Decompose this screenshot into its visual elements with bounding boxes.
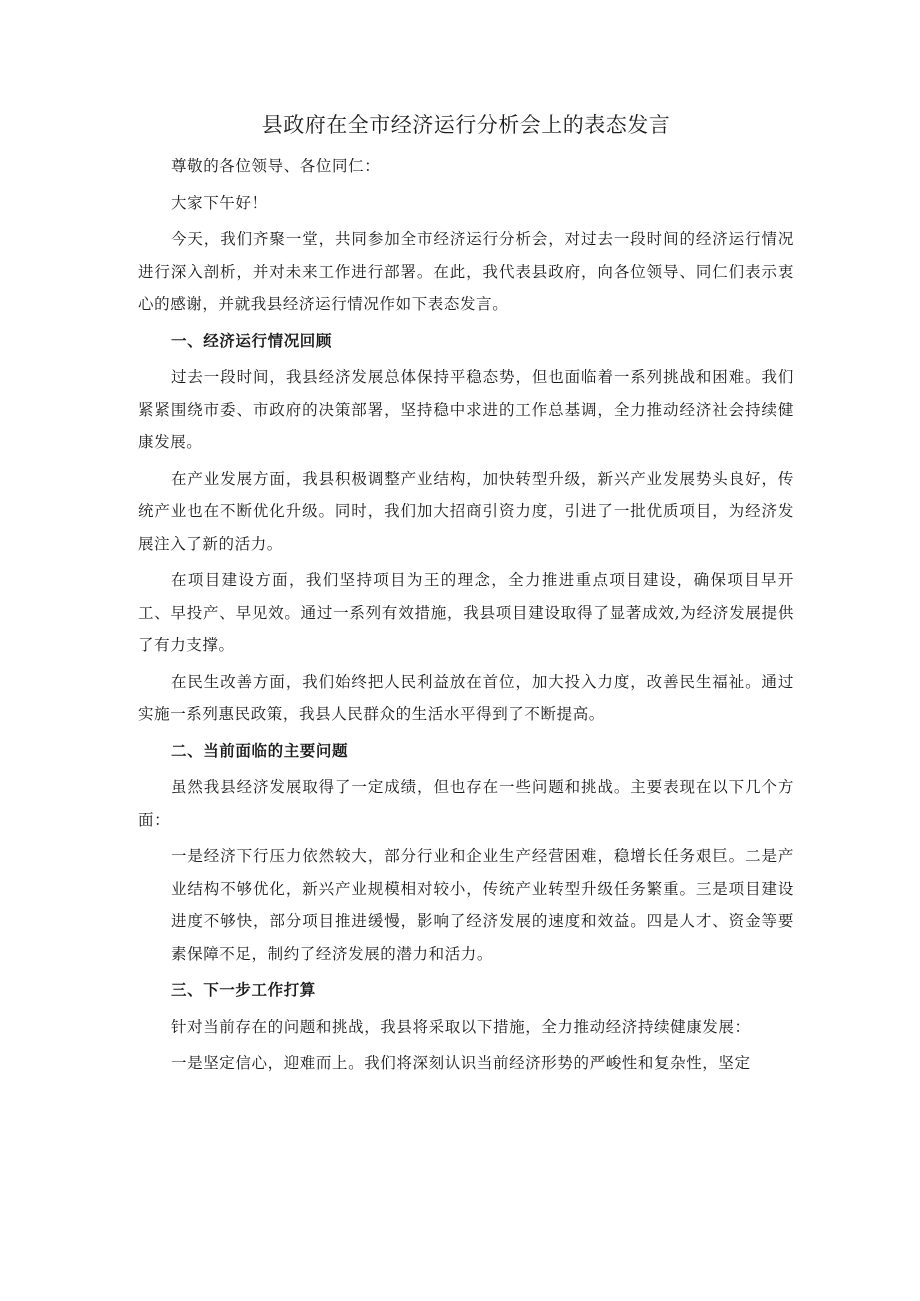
section-2-heading: 二、当前面临的主要问题 — [171, 741, 349, 760]
section-1-paragraph: 在项目建设方面，我们坚持项目为王的理念，全力推进重点项目建设，确保项目早开工、早投产、早见效。通过一系列有效措施，我县项目建设取得了显著成效,为经济发展提供了有力支撑。 — [138, 571, 794, 654]
greeting: 大家下午好！ — [171, 193, 268, 212]
intro-paragraph: 今天，我们齐聚一堂，共同参加全市经济运行分析会，对过去一段时间的经济运行情况进行深入剖析，并对未来工作进行部署。在此，我代表县政府，向各位领导、同仁们表示衷心的感谢，并就我县经济运行情况作如下表态发言。 — [138, 230, 794, 313]
section-1-heading: 一、经济运行情况回顾 — [171, 331, 333, 350]
section-3-heading: 三、下一步工作打算 — [171, 981, 316, 999]
section-3-paragraph: 针对当前存在的问题和挑战，我县将采取以下措施，全力推动经济持续健康发展： — [171, 1017, 751, 1036]
section-2-paragraph: 虽然我县经济发展取得了一定成绩，但也存在一些问题和挑战。主要表现在以下几个方面： — [138, 778, 794, 829]
section-1-paragraph: 过去一段时间，我县经济发展总体保持平稳态势，但也面临着一系列挑战和困难。我们紧紧围绕市委、市政府的决策部署，坚持稳中求进的工作总基调，全力推动经济社会持续健康发展。 — [138, 368, 794, 451]
salutation: 尊敬的各位领导、各位同仁： — [171, 157, 381, 175]
section-1-paragraph: 在民生改善方面，我们始终把人民利益放在首位，加大投入力度，改善民生福祉。通过实施一系列惠民政策，我县人民群众的生活水平得到了不断提高。 — [138, 672, 794, 723]
section-3-paragraph: 一是坚定信心，迎难而上。我们将深刻认识当前经济形势的严峻性和复杂性，坚定 — [171, 1054, 751, 1072]
document-title: 县政府在全市经济运行分析会上的表态发言 — [261, 113, 671, 137]
section-2-paragraph: 一是经济下行压力依然较大，部分行业和企业生产经营困难，稳增长任务艰巨。二是产业结构不够优化，新兴产业规模相对较小，传统产业转型升级任务繁重。三是项目建设进度不够快，部分项目推进缓慢，影响了经济发展的速度和效益。四是人才、资金等要素保障不足，制约了经济发展的潜力和活力。 — [171, 847, 794, 963]
section-1-paragraph: 在产业发展方面，我县积极调整产业结构，加快转型升级，新兴产业发展势头良好，传统产业也在不断优化升级。同时，我们加大招商引资力度，引进了一批优质项目，为经济发展注入了新的活力。 — [138, 469, 794, 553]
document-page — [138, 110, 794, 1084]
